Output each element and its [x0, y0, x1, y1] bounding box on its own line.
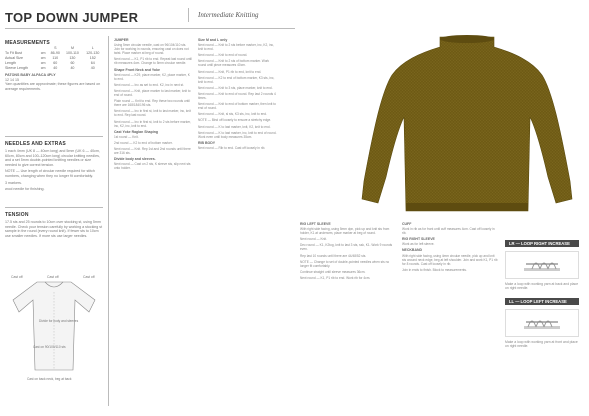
- diagram-label: Cast on 90/100/110 sts: [33, 345, 66, 349]
- loop-right-increase-icon: [505, 251, 579, 279]
- measurements-table: [5, 46, 103, 71]
- size-l: L: [91, 46, 94, 50]
- size-m: M: [70, 46, 74, 50]
- measurements-section: [5, 40, 103, 91]
- diagram-label: Cast off: [47, 275, 59, 279]
- pattern-heading: JUMPER: [114, 38, 129, 42]
- yarn-label: PATONS BABY ALPACA 4PLY: [5, 73, 56, 77]
- header-vertical-divider: [188, 8, 189, 22]
- needles-item: 1 each 4mm (UK 8 — 40cm long) and 5mm (UK 6 — 40cm, 60cm, 80cm and 100–120cm long) circular knitting needles, and a set 5mm double-pointed knitting needles or size needed to give correct tension.: [5, 149, 100, 167]
- loop-left-increase-icon: [505, 309, 579, 337]
- pattern-column-4: CUFF Work in rib as for front until cuff measures 4cm. Cast off loosely in rib. RIG RIGHT SLEEVE Work as for left sleeve. NECKBAND With right side facing, using 4mm circular needle, pick up and knit sts around neck edge, beg at left shoulder. Join and work K1, P1 rib for 8 rounds. Cast off loosely in rib. Join in ends to finish. Block to measurements.: [402, 222, 498, 272]
- diagram-label-lr: LR — LOOP RIGHT INCREASE: [505, 240, 579, 247]
- diagram-label: Cast on back neck, beg at back: [27, 377, 72, 381]
- needles-item: 3 markers.: [5, 180, 22, 185]
- pattern-column-2: Size M and L only Next round — Knit to 2 sts before marker, inc, K2, inc, knit to end. Next round — Knit to end of round. Next round — Knit to 2 sts of bottom marker. Work round until piece measures 40cm. Next round — Knit, P1 rib to end, knit to end. Next round — K2 to end of bottom marker, K3 sts, inc, knit to end. Next round — Knit to 3 sts, place marker, knit to end. Next round — Knit to end of round. Rep last 2 rounds 4 times. Next round — Knit to end of bottom marker, then knit to end of round. Next round — Knit, sl sts, K3 sts, inc, knit to end. NOTE — Bind off loosely to ensure a stretchy edge. Next round — K to last marker, knit, K2, knit to end. Next round — K to last marker, inc, knit to end of round. Work even until body measures 35cm. RIB BODY Next round — Rib to end. Cast off loosely in rib.: [198, 38, 277, 150]
- pattern-heading: CUFF: [402, 222, 412, 226]
- jumper-photo: [356, 31, 578, 226]
- diagram-caption: Make a loop with working yarn at back and place on right needle.: [505, 282, 579, 291]
- table-row: Length cm 60 60 64: [5, 61, 95, 65]
- diagram-label-ll: LL — LOOP LEFT INCREASE: [505, 298, 579, 305]
- measurements-heading: MEASUREMENTS: [5, 40, 50, 46]
- pattern-column-3: RIG LEFT SLEEVE With right side facing, using 5mm dpn, pick up and knit sts from holder, K1 at underarm, place marker at beg of round. Next round — Knit. Dec round — K1, K2tog, knit to last 3 sts, ssk, K1. Work 9 rounds even. Rep last 10 rounds until there are 44/48/52 sts. NOTE — Change to set of double-pointed needles when sts no longer fit comfortably. Continue straight until sleeve measures 36cm. Next round — K1, P1 rib to end. Work rib for 4cm.: [300, 222, 396, 282]
- page-subtitle: Intermediate Knitting: [198, 11, 259, 19]
- diagram-label: Cast off: [83, 275, 95, 279]
- table-row: Actual Size cm 110 130 152: [5, 56, 96, 60]
- pattern-heading: Size M and L only: [198, 38, 228, 42]
- size-s: S: [54, 46, 57, 50]
- needles-section: [5, 136, 103, 192]
- diagram-label: Divide for body and sleeves: [39, 319, 79, 323]
- pattern-column-1: JUMPER Using 5mm circular needle, cast on 96/104/110 sts. Join for working in rounds, ensuring cast on does not twist. Place marker at beg of round. Next round — K1, P1 rib to end. Repeat last round until rib measures 4cm. Change to 5mm circular needle. Shape Front Neck and Yoke Next round — K29, place marker, K2, place marker, K to end. Next round — Inc as set to end. K2, inc in next st. Next round — Knit, place marker to last marker, knit to end of round. Plain round — Knit to end. Rep these two rounds until there are 168/184/196 sts. Next round — Inc in first st, knit to last marker, inc, knit to end. Rep last round. Next round — Inc in first st, knit to 2 sts before marker, inc, K2, inc, knit to end. Cast Yoke Raglan Shaping 1st round — Knit. 2nd round — K2 to end of bottom marker. Next round — Knit. Rep 1st and 2nd rounds until there are 316 sts. Divide body and sleeves. Next round — Cast on 2 sts, K sleeve sts, slip next sts onto holder.: [114, 38, 192, 171]
- jumper-hem-rib: [406, 203, 528, 211]
- table-row: To Fit Bust cm 86-90 100-110 120-130: [5, 51, 100, 55]
- needles-item: NOTE — Use length of circular needle required for stitch numbers, changing when they no longer fit comfortably.: [5, 169, 95, 178]
- tension-heading: TENSION: [5, 212, 29, 218]
- yarn-quantities: 12 14 15: [5, 77, 19, 82]
- diagram-caption: Make a loop with working yarn at front and place on right needle.: [505, 340, 578, 349]
- tension-text: 17.5 sts and 25 rounds to 10cm over stocking st, using 5mm needle. Check your tension carefully by working a stocking st sample in the round (every round knit). If fewer sts to 10cm use smaller needles. If more sts use larger needles.: [5, 220, 103, 238]
- jumper-schematic-diagram: [5, 270, 103, 390]
- jumper-body: [362, 37, 572, 211]
- stitch-diagram-ll: [505, 298, 579, 349]
- stitch-diagram-lr: [505, 240, 579, 291]
- diagram-label: Cast off: [11, 275, 23, 279]
- yarn-note: Yarn quantities are approximate; these figures are based on average requirements.: [5, 82, 101, 91]
- table-row: Sleeve Length cm 40 40 40: [5, 66, 95, 70]
- page-title: TOP DOWN JUMPER: [5, 10, 139, 25]
- pattern-heading: RIG LEFT SLEEVE: [300, 222, 331, 226]
- tension-section: [5, 207, 103, 238]
- needles-item: wool needle for finishing.: [5, 187, 45, 192]
- needles-heading: NEEDLES AND EXTRAS: [5, 141, 66, 147]
- header-divider: [5, 28, 295, 29]
- jumper-collar: [440, 35, 494, 43]
